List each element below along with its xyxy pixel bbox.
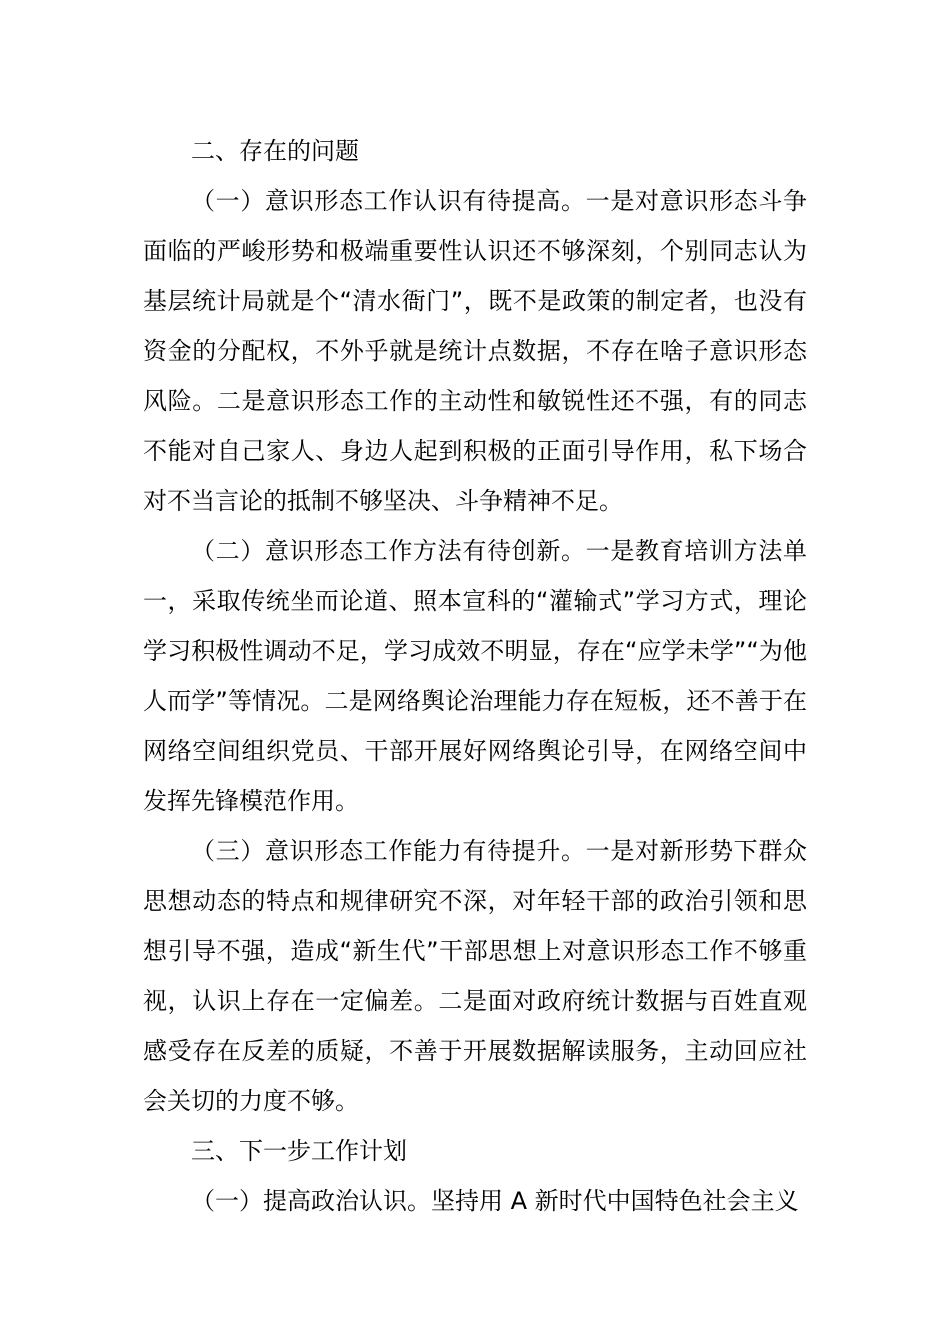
section-heading-next-steps: 三、下一步工作计划 [191,1137,407,1165]
document-body [143,126,807,1226]
paragraph-capability: （三）意识形态工作能力有待提升。一是对新形势下群众思想动态的特点和规律研究不深，对年轻干部的政治引领和思想引导不强，造成“新生代”干部思想上对意识形态工作不够重视，认识上存在一定偏差。二是面对政府统计数据与百姓直观感受存在反差的质疑，不善于开展数据解读服务，主动回应社会关切的力度不够。 [143,837,807,1115]
paragraph-methods: （二）意识形态工作方法有待创新。一是教育培训方法单一，采取传统坐而论道、照本宣科的“灌输式”学习方式，理论学习积极性调动不足，学习成效不明显，存在“应学未学”“为他人而学”等情况。二是网络舆论治理能力存在短板，还不善于在网络空间组织党员、干部开展好网络舆论引导，在网络空间中发挥先锋模范作用。 [143,537,807,815]
paragraph-political-awareness: （一）提高政治认识。坚持用 A 新时代中国特色社会主义 [191,1187,799,1215]
section-heading-problems: 二、存在的问题 [191,137,359,165]
paragraph-awareness: （一）意识形态工作认识有待提高。一是对意识形态斗争面临的严峻形势和极端重要性认识还不够深刻，个别同志认为基层统计局就是个“清水衙门”，既不是政策的制定者，也没有资金的分配权，不外乎就是统计点数据，不存在啥子意识形态风险。二是意识形态工作的主动性和敏锐性还不强，有的同志不能对自己家人、身边人起到积极的正面引导作用，私下场合对不当言论的抵制不够坚决、斗争精神不足。 [143,187,807,515]
